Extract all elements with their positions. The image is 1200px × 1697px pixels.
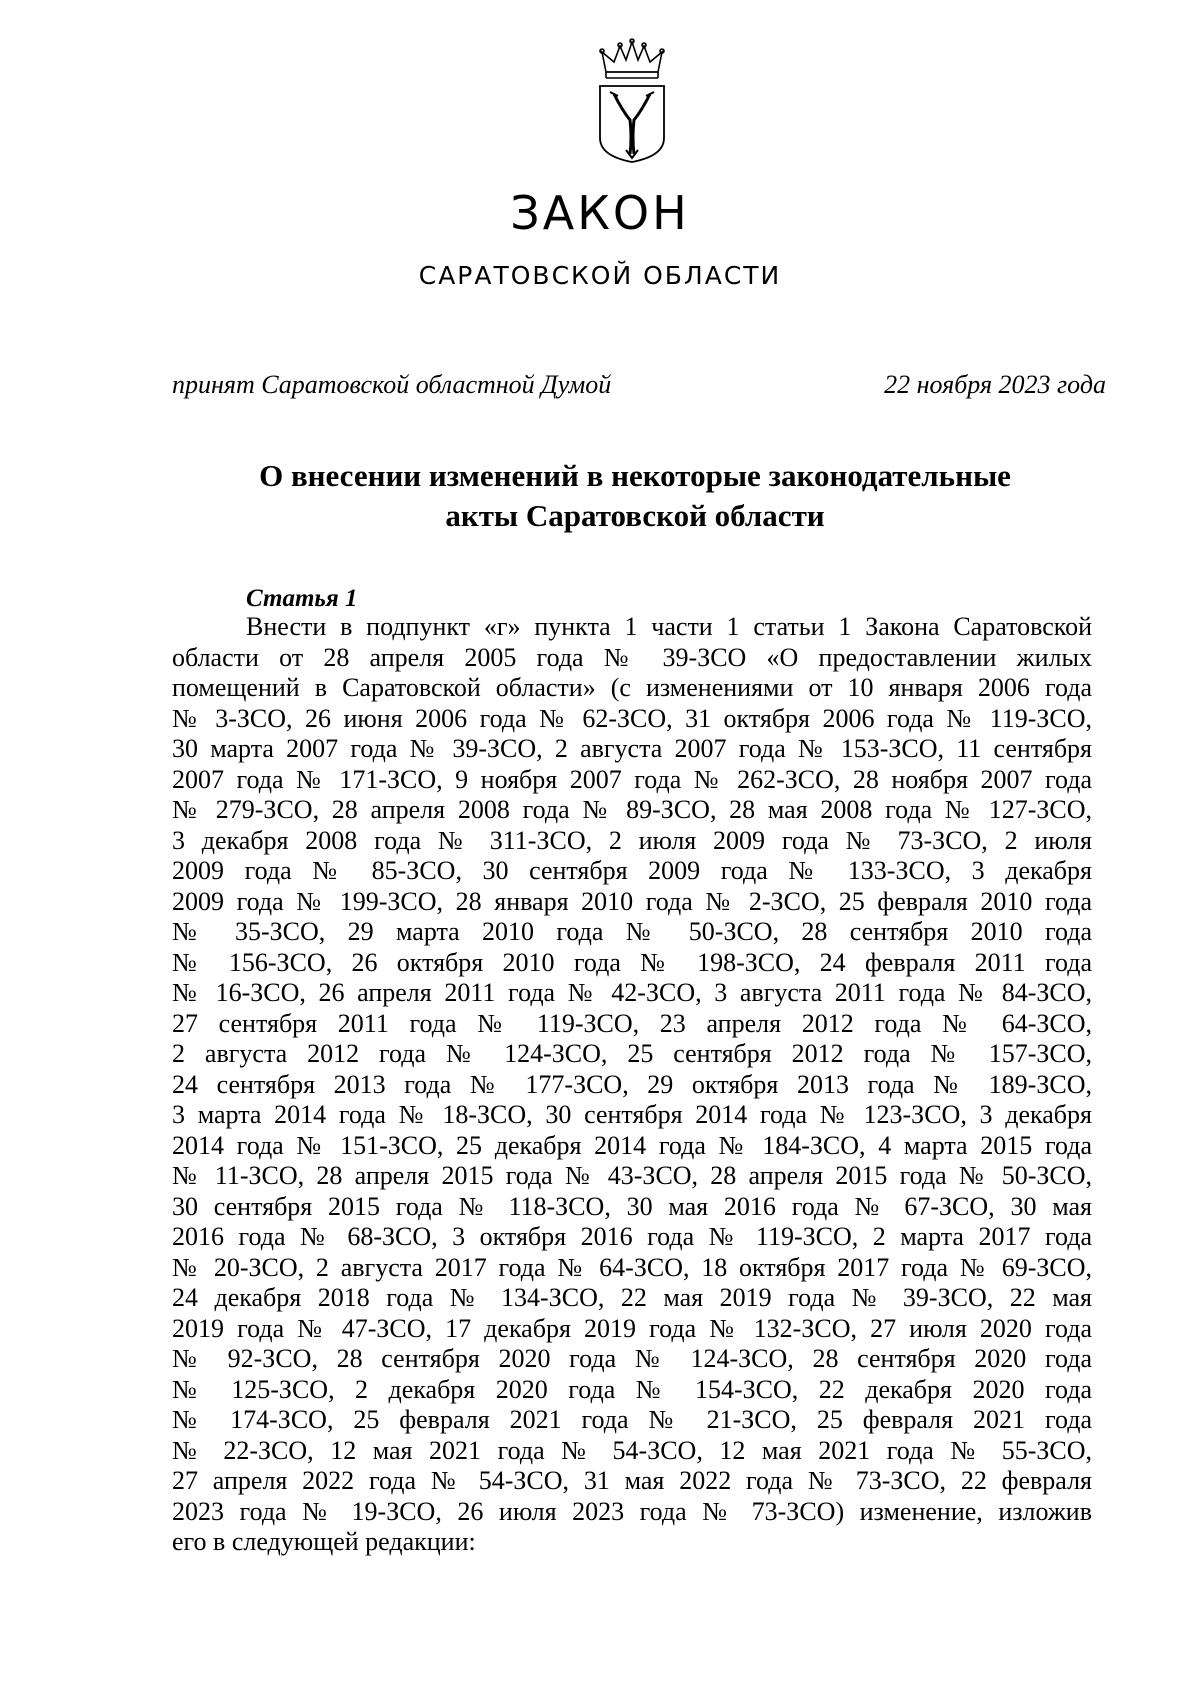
article-text-line: помещений в Саратовской области» (с изменениями от 10 января 2006 года [172, 673, 1092, 702]
article-text-line: 2014 года № 151-ЗСО, 25 декабря 2014 года № 184-ЗСО, 4 марта 2015 года [172, 1130, 1092, 1160]
article-text-line: № 22-ЗСО, 12 мая 2021 года № 54-ЗСО, 12 мая 2021 года № 55-ЗСО, [172, 1435, 1092, 1465]
article-text-line: 24 сентября 2013 года № 177-ЗСО, 29 октября 2013 года № 189-ЗСО, [172, 1069, 1092, 1099]
article-text-line: № 35-ЗСО, 29 марта 2010 года № 50-ЗСО, 28 сентября 2010 года [172, 917, 1092, 946]
article-text-line: Внести в подпункт «г» пункта 1 части 1 статьи 1 Закона Саратовской [246, 612, 1092, 641]
article-text-line: № 156-ЗСО, 26 октября 2010 года № 198-ЗСО, 24 февраля 2011 года [172, 947, 1092, 977]
article-text-line: 27 апреля 2022 года № 54-ЗСО, 31 мая 2022 года № 73-ЗСО, 22 февраля [172, 1466, 1092, 1495]
article-text-line: 3 декабря 2008 года № 311-ЗСО, 2 июля 2009 года № 73-ЗСО, 2 июля [172, 825, 1092, 855]
article-body [172, 612, 1092, 1558]
article-text-line: № 125-ЗСО, 2 декабря 2020 года № 154-ЗСО, 22 декабря 2020 года [172, 1374, 1092, 1404]
coat-of-arms-icon [592, 38, 672, 164]
article-text-line: 2009 года № 85-ЗСО, 30 сентября 2009 года № 133-ЗСО, 3 декабря [172, 856, 1092, 885]
article-text-line: № 279-ЗСО, 28 апреля 2008 года № 89-ЗСО, 28 мая 2008 года № 127-ЗСО, [172, 795, 1092, 824]
article-text-line: 2016 года № 68-ЗСО, 3 октября 2016 года № 119-ЗСО, 2 марта 2017 года [172, 1222, 1092, 1251]
article-text-line: 30 марта 2007 года № 39-ЗСО, 2 августа 2007 года № 153-ЗСО, 11 сентября [172, 734, 1092, 763]
article-text-line: № 20-ЗСО, 2 августа 2017 года № 64-ЗСО, 18 октября 2017 года № 69-ЗСО, [172, 1252, 1092, 1282]
article-text-line: № 3-ЗСО, 26 июня 2006 года № 62-ЗСО, 31 октября 2006 года № 119-ЗСО, [172, 703, 1092, 733]
article-text-line: 2023 года № 19-ЗСО, 26 июля 2023 года № 73-ЗСО) изменение, изложив [172, 1496, 1092, 1526]
article-text-line: № 16-ЗСО, 26 апреля 2011 года № 42-ЗСО, 3 августа 2011 года № 84-ЗСО, [172, 978, 1092, 1007]
article-text-line: 24 декабря 2018 года № 134-ЗСО, 22 мая 2019 года № 39-ЗСО, 22 мая [172, 1283, 1092, 1312]
article-text-line: 2007 года № 171-ЗСО, 9 ноября 2007 года № 262-ЗСО, 28 ноября 2007 года [172, 764, 1092, 794]
article-title: Статья 1 [246, 585, 358, 612]
article-text-line: № 11-ЗСО, 28 апреля 2015 года № 43-ЗСО, 28 апреля 2015 года № 50-ЗСО, [172, 1161, 1092, 1190]
region-name: САРАТОВСКОЙ ОБЛАСТИ [418, 261, 782, 290]
adoption-date: 22 ноября 2023 года [884, 370, 1106, 399]
law-title: ЗАКОН [510, 186, 690, 240]
article-text-line: 27 сентября 2011 года № 119-ЗСО, 23 апреля 2012 года № 64-ЗСО, [172, 1008, 1092, 1038]
document-title [120, 456, 1150, 536]
article-text-line: 30 сентября 2015 года № 118-ЗСО, 30 мая 2016 года № 67-ЗСО, 30 мая [172, 1191, 1092, 1221]
article-text-line: 2009 года № 199-ЗСО, 28 января 2010 года № 2-ЗСО, 25 февраля 2010 года [172, 886, 1092, 916]
article-text-line: № 92-ЗСО, 28 сентября 2020 года № 124-ЗСО, 28 сентября 2020 года [172, 1344, 1092, 1373]
article-text-line: 2019 года № 47-ЗСО, 17 декабря 2019 года № 132-ЗСО, 27 июля 2020 года [172, 1313, 1092, 1343]
article-text-line: 2 августа 2012 года № 124-ЗСО, 25 сентября 2012 года № 157-ЗСО, [172, 1039, 1092, 1068]
document-title-line: О внесении изменений в некоторые законодательные [259, 458, 1011, 493]
article-text-line: области от 28 апреля 2005 года № 39-ЗСО «О предоставлении жилых [172, 642, 1092, 672]
adopted-by: принят Саратовской областной Думой [172, 370, 612, 399]
document-title-line: акты Саратовской области [445, 498, 825, 533]
article-text-line: его в следующей редакции: [172, 1527, 476, 1556]
article-text-line: 3 марта 2014 года № 18-ЗСО, 30 сентября 2014 года № 123-ЗСО, 3 декабря [172, 1100, 1092, 1129]
adoption-line [172, 372, 1106, 398]
article-text-line: № 174-ЗСО, 25 февраля 2021 года № 21-ЗСО, 25 февраля 2021 года [172, 1405, 1092, 1434]
